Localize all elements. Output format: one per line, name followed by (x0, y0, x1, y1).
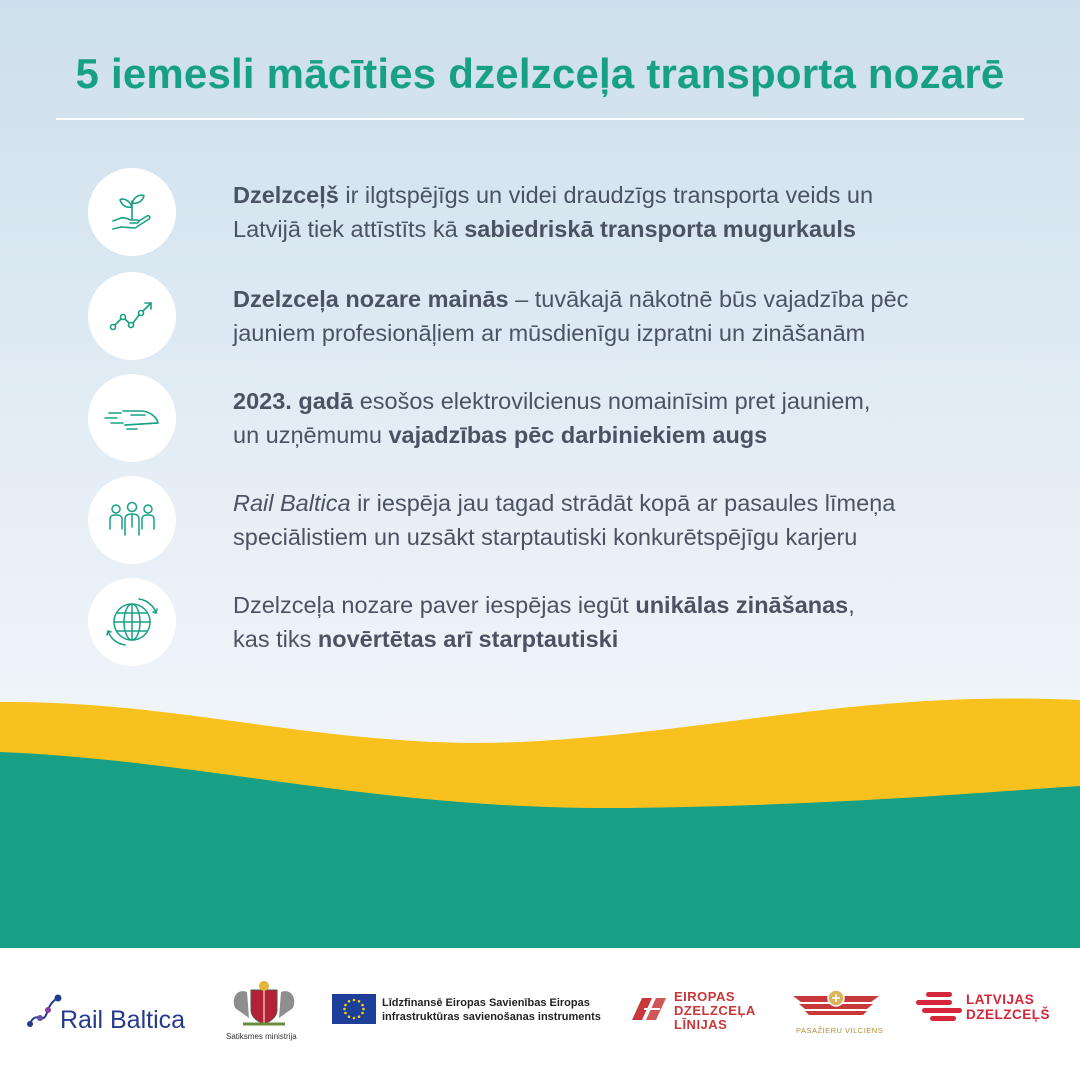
edl-name (674, 990, 756, 1032)
rail-baltica-name: Rail Baltica (60, 1006, 186, 1034)
seg: unikālas zināšanas (635, 592, 849, 618)
reason-text (233, 486, 1033, 554)
edl-line-1: EIROPAS (674, 989, 736, 1004)
reason-line-1 (233, 384, 1033, 418)
icon-circle (88, 168, 176, 256)
reason-item-1 (88, 168, 1048, 260)
growth-chart-icon (101, 285, 163, 347)
pv-name: PASAŽIERU VILCIENS (796, 1026, 884, 1035)
seg: Latvijā tiek attīstīts kā (233, 216, 465, 242)
rail-baltica-logo (26, 988, 201, 1032)
edl-line-3: LĪNIJAS (674, 1017, 728, 1032)
seg: , (848, 592, 855, 618)
reason-text (233, 588, 1033, 656)
seg: novērtētas arī starptautiski (317, 626, 619, 652)
eu-caption-line-2: infrastruktūras savienošanas instruments (382, 1011, 601, 1023)
plant-in-hand-icon (101, 181, 163, 243)
eu-caption-line-1: Līdzfinansē Eiropas Savienības Eiropas (382, 997, 590, 1009)
icon-circle (88, 374, 176, 462)
rail-baltica-mark-icon (26, 988, 62, 1028)
seg: speciālistiem un uzsākt starptautiski konkurētspējīgu karjeru (233, 524, 858, 550)
ldz-logo (916, 990, 1056, 1030)
seg: ir ilgtspējīgs un videi draudzīgs transporta veids un (338, 182, 874, 208)
reason-text (233, 178, 1033, 246)
globe-icon (101, 591, 163, 653)
eu-flag-icon (332, 994, 376, 1024)
reason-text (233, 384, 1033, 452)
train-icon (101, 387, 163, 449)
ldz-line-1: LATVIJAS (966, 992, 1035, 1007)
ldz-mark-icon (916, 990, 962, 1026)
seg: Dzelzceļa nozare paver iespējas iegūt (233, 592, 636, 618)
reason-line-1 (233, 588, 1033, 622)
reason-line-1 (233, 486, 1033, 520)
seg: jauniem profesionāļiem ar mūsdienīgu izpratni un zināšanām (233, 320, 866, 346)
seg: un uzņēmumu (233, 422, 389, 448)
ldz-name (966, 992, 1050, 1022)
seg: Dzelzceļa nozare mainās (233, 286, 509, 312)
edl-line-2: DZELZCEĻA (674, 1003, 756, 1018)
ministry-logo (226, 978, 302, 1044)
seg: esošos elektrovilcienus nomainīsim pret jauniem, (353, 388, 871, 414)
reason-line-2 (233, 316, 1033, 350)
seg: Dzelzceļš (233, 182, 339, 208)
partner-logos-footer (0, 948, 1080, 1080)
reason-line-1 (233, 178, 1033, 212)
reason-line-2 (233, 520, 1033, 554)
reason-text (233, 282, 1033, 350)
reason-item-5 (88, 578, 1048, 670)
eu-caption (382, 996, 601, 1024)
seg: ir iespēja jau tagad strādāt kopā ar pasaules līmeņa (350, 490, 896, 516)
seg: sabiedriskā transporta mugurkauls (464, 216, 856, 242)
seg: kas tiks (233, 626, 318, 652)
ldz-line-2: DZELZCEĻŠ (966, 1007, 1050, 1022)
page-title: 5 iemesli mācīties dzelzceļa transporta nozarē (75, 50, 1005, 97)
seg: – tuvākajā nākotnē būs vajadzība pēc (508, 286, 909, 312)
coat-of-arms-icon (229, 978, 299, 1030)
ministry-name: Satiksmes ministrija (226, 1032, 297, 1041)
eu-cofinancing-logo (332, 992, 602, 1026)
team-icon (101, 489, 163, 551)
edl-mark-icon (630, 994, 670, 1024)
seg: 2023. gadā (233, 388, 354, 414)
reason-item-3 (88, 374, 1048, 466)
icon-circle (88, 272, 176, 360)
reason-line-2 (233, 622, 1033, 656)
pv-mark-icon (791, 988, 881, 1022)
seg: Rail Baltica (233, 490, 351, 516)
seg: vajadzības pēc darbiniekiem augs (388, 422, 768, 448)
edl-logo (630, 990, 760, 1038)
title-divider (56, 118, 1024, 120)
reason-line-2 (233, 418, 1033, 452)
reason-item-4 (88, 476, 1048, 568)
decorative-waves (0, 690, 1080, 950)
icon-circle (88, 476, 176, 564)
reason-line-1 (233, 282, 1033, 316)
icon-circle (88, 578, 176, 666)
reason-item-2 (88, 272, 1048, 364)
pasazieru-vilciens-logo (790, 988, 882, 1038)
reason-line-2 (233, 212, 1033, 246)
